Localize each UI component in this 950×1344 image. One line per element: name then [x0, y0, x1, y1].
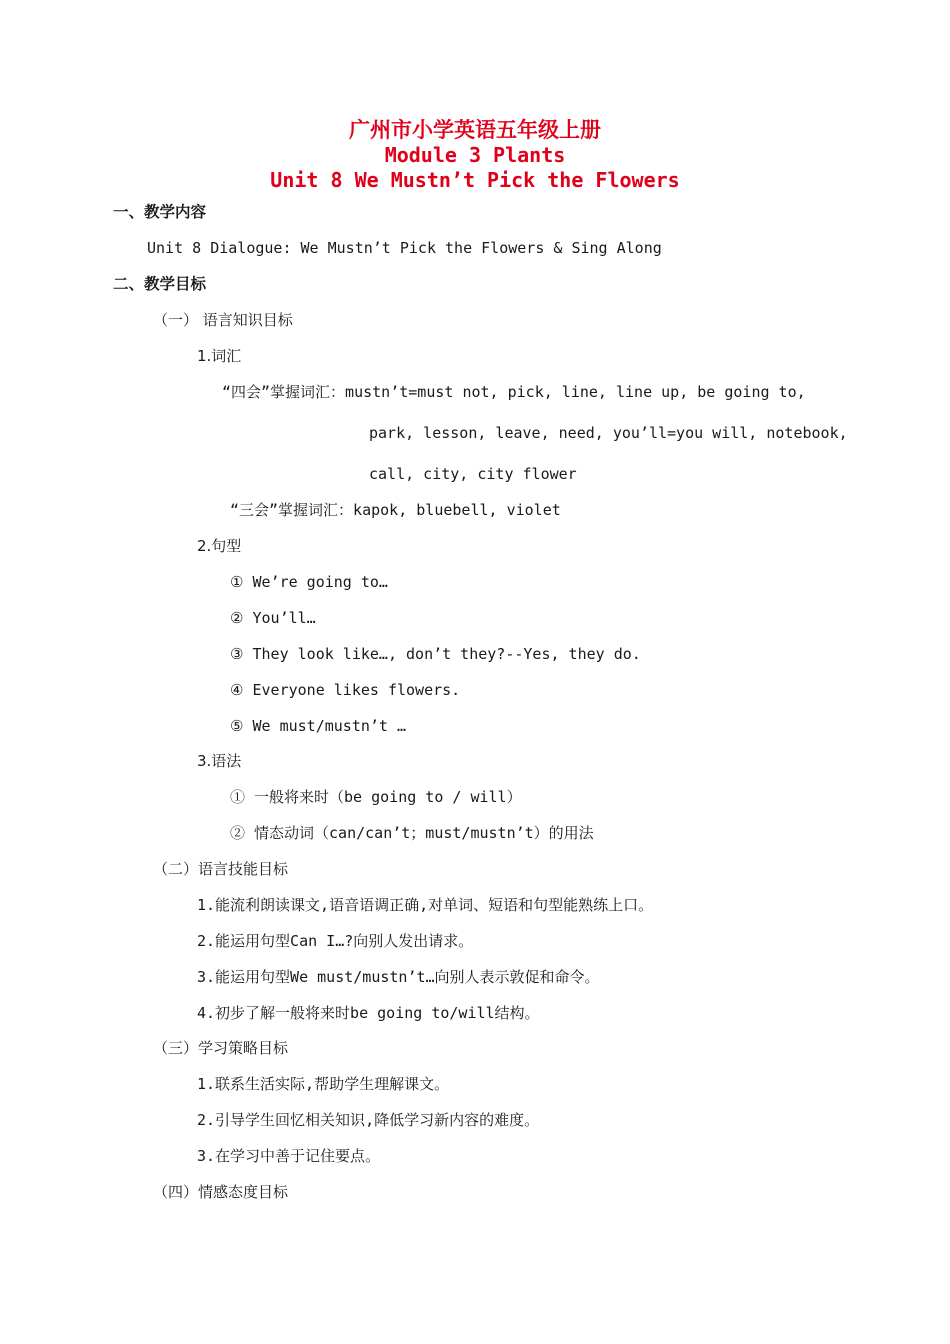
sentence-heading: 2.句型 — [197, 537, 242, 555]
section-heading-teaching-content: 一、教学内容 — [113, 203, 207, 221]
sentence-item: ① We’re going to… — [230, 573, 388, 591]
title-chinese: 广州市小学英语五年级上册 — [349, 118, 601, 142]
sentence-item: ⑤ We must/mustn’t … — [230, 717, 407, 735]
vocab-three-skills: “三会”掌握词汇：kapok, bluebell, violet — [230, 501, 561, 519]
skill-item: 4.初步了解一般将来时be going to/will结构。 — [197, 1004, 540, 1022]
skill-item: 2.能运用句型Can I…?向别人发出请求。 — [197, 932, 474, 950]
vocab-heading: 1.词汇 — [197, 347, 242, 365]
sentence-item: ④ Everyone likes flowers. — [230, 681, 461, 699]
document-title — [0, 118, 950, 193]
sentence-item: ② You’ll… — [230, 609, 316, 627]
title-module: Module 3 Plants — [384, 143, 566, 167]
subheading-emotional-attitude: （四）情感态度目标 — [153, 1183, 289, 1201]
grammar-item: ② 情态动词（can/can’t；must/mustn’t）的用法 — [230, 824, 594, 842]
vocab-four-skills-line-2: park, lesson, leave, need, you’ll=you will, notebook, — [369, 424, 848, 442]
skill-item: 1.能流利朗读课文,语音语调正确,对单词、短语和句型能熟练上口。 — [197, 896, 654, 914]
subheading-learning-strategy: （三）学习策略目标 — [153, 1039, 289, 1057]
strategy-item: 2.引导学生回忆相关知识,降低学习新内容的难度。 — [197, 1111, 540, 1129]
strategy-item: 1.联系生活实际,帮助学生理解课文。 — [197, 1075, 450, 1093]
strategy-item: 3.在学习中善于记住要点。 — [197, 1147, 381, 1165]
vocab-four-skills-line-1: “四会”掌握词汇：mustn’t=must not, pick, line, line up, be going to, — [222, 383, 806, 401]
title-unit: Unit 8 We Mustn’t Pick the Flowers — [270, 168, 680, 192]
subheading-language-skills: （二）语言技能目标 — [153, 860, 289, 878]
grammar-item: ① 一般将来时（be going to / will） — [230, 788, 522, 806]
grammar-heading: 3.语法 — [197, 752, 242, 770]
section-heading-teaching-goals: 二、教学目标 — [113, 275, 207, 293]
skill-item: 3.能运用句型We must/mustn’t…向别人表示敦促和命令。 — [197, 968, 600, 986]
vocab-four-skills-line-3: call, city, city flower — [369, 465, 577, 483]
subheading-language-knowledge: （一） 语言知识目标 — [153, 311, 293, 329]
teaching-content-text: Unit 8 Dialogue: We Mustn’t Pick the Flowers & Sing Along — [147, 239, 662, 257]
sentence-item: ③ They look like…, don’t they?--Yes, they do. — [230, 645, 641, 663]
